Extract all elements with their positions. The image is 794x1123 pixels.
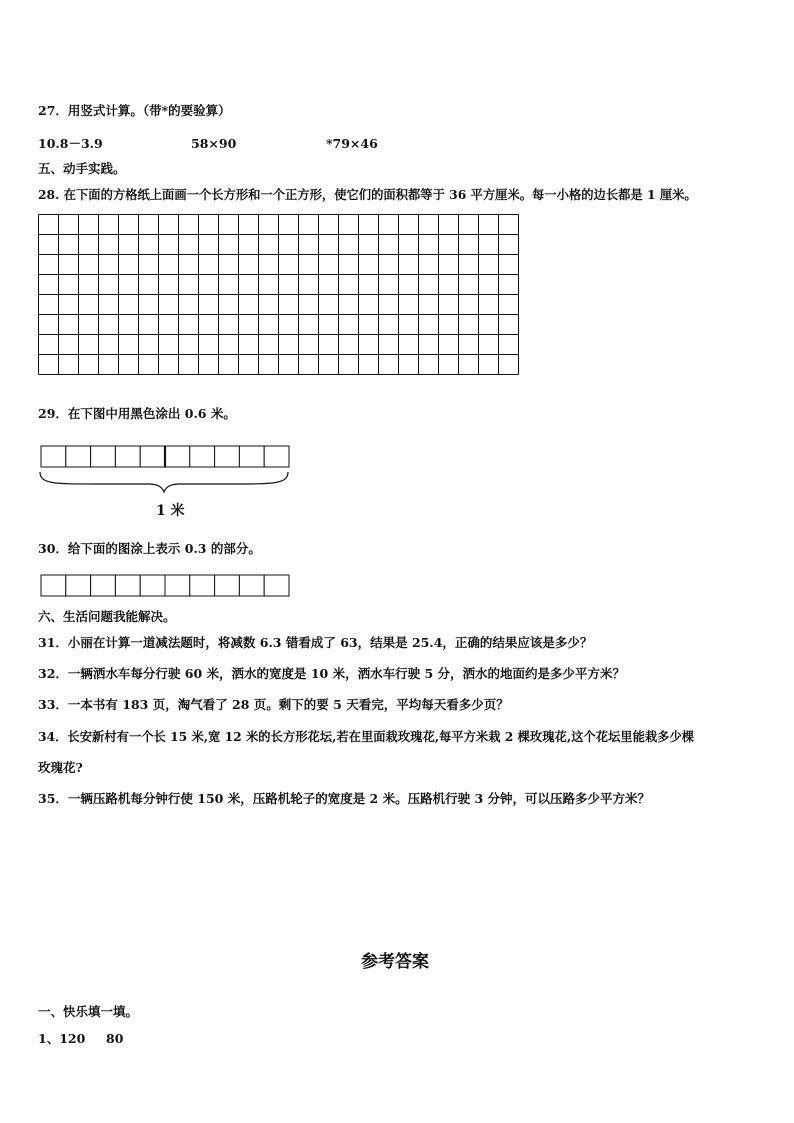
q31-text: 31．小丽在计算一道减法题时，将减数 6.3 错看成了 63，结果是 25.4，正确的结果应该是多少？ bbox=[38, 635, 593, 650]
strip-cell[interactable] bbox=[264, 575, 289, 596]
section-5-heading: 五、动手实践。 bbox=[38, 161, 126, 176]
answer-1-value: 80 bbox=[106, 1031, 124, 1046]
q30-prompt: 30．给下面的图涂上表示 0.3 的部分。 bbox=[38, 541, 261, 556]
meter-strip bbox=[40, 445, 292, 469]
strip-cell[interactable] bbox=[41, 446, 66, 467]
q34-text-line2: 玫瑰花? bbox=[38, 760, 83, 775]
q33-text: 33．一本书有 183 页，淘气看了 28 页。剩下的要 5 天看完，平均每天看多少页？ bbox=[38, 697, 509, 712]
fraction-strip bbox=[40, 574, 292, 598]
section-6-heading: 六、生活问题我能解决。 bbox=[38, 609, 176, 624]
q34-text-line1: 34．长安新村有一个长 15 米,宽 12 米的长方形花坛,若在里面栽玫瑰花,每平方米栽 2 棵玫瑰花,这个花坛里能栽多少棵 bbox=[38, 729, 695, 744]
answers-section-1: 一、快乐填一填。 bbox=[38, 1004, 139, 1019]
strip-cell[interactable] bbox=[165, 446, 190, 467]
brace-label: 1 米 bbox=[156, 503, 185, 519]
strip-cell[interactable] bbox=[190, 446, 215, 467]
q29-prompt: 29．在下图中用黑色涂出 0.6 米。 bbox=[38, 406, 236, 421]
q27-item-2: 58×90 bbox=[191, 136, 237, 151]
q35-text: 35．一辆压路机每分钟行使 150 米，压路机轮子的宽度是 2 米。压路机行驶 3 分钟，可以压路多少平方米？ bbox=[38, 791, 650, 806]
strip-cell[interactable] bbox=[41, 575, 66, 596]
strip-cell[interactable] bbox=[91, 446, 116, 467]
brace-icon bbox=[38, 470, 292, 494]
strip-cell[interactable] bbox=[66, 446, 91, 467]
strip-cell[interactable] bbox=[91, 575, 116, 596]
q27-prompt: 27．用竖式计算。（带*的要验算） bbox=[38, 103, 231, 118]
strip-cell[interactable] bbox=[66, 575, 91, 596]
answers-title: 参考答案 bbox=[361, 952, 429, 972]
strip-cell[interactable] bbox=[115, 575, 140, 596]
strip-cell[interactable] bbox=[140, 446, 165, 467]
strip-cell[interactable] bbox=[115, 446, 140, 467]
strip-cell[interactable] bbox=[264, 446, 289, 467]
strip-cell[interactable] bbox=[165, 575, 190, 596]
strip-cell[interactable] bbox=[215, 446, 240, 467]
q32-text: 32．一辆洒水车每分行驶 60 米，洒水的宽度是 10 米，洒水车行驶 5 分，洒水的地面约是多少平方米？ bbox=[38, 666, 625, 681]
strip-cell[interactable] bbox=[239, 575, 264, 596]
q28-prompt: 28. 在下面的方格纸上面画一个长方形和一个正方形，使它们的面积都等于 36 平方厘米。每一小格的边长都是 1 厘米。 bbox=[38, 187, 697, 202]
answer-1-label: 1、120 bbox=[38, 1031, 86, 1046]
q27-item-1: 10.8－3.9 bbox=[38, 136, 103, 151]
strip-cell[interactable] bbox=[215, 575, 240, 596]
strip-cell[interactable] bbox=[239, 446, 264, 467]
square-grid bbox=[37, 213, 521, 397]
strip-cell[interactable] bbox=[190, 575, 215, 596]
q27-item-3: *79×46 bbox=[326, 136, 378, 151]
strip-cell[interactable] bbox=[140, 575, 165, 596]
